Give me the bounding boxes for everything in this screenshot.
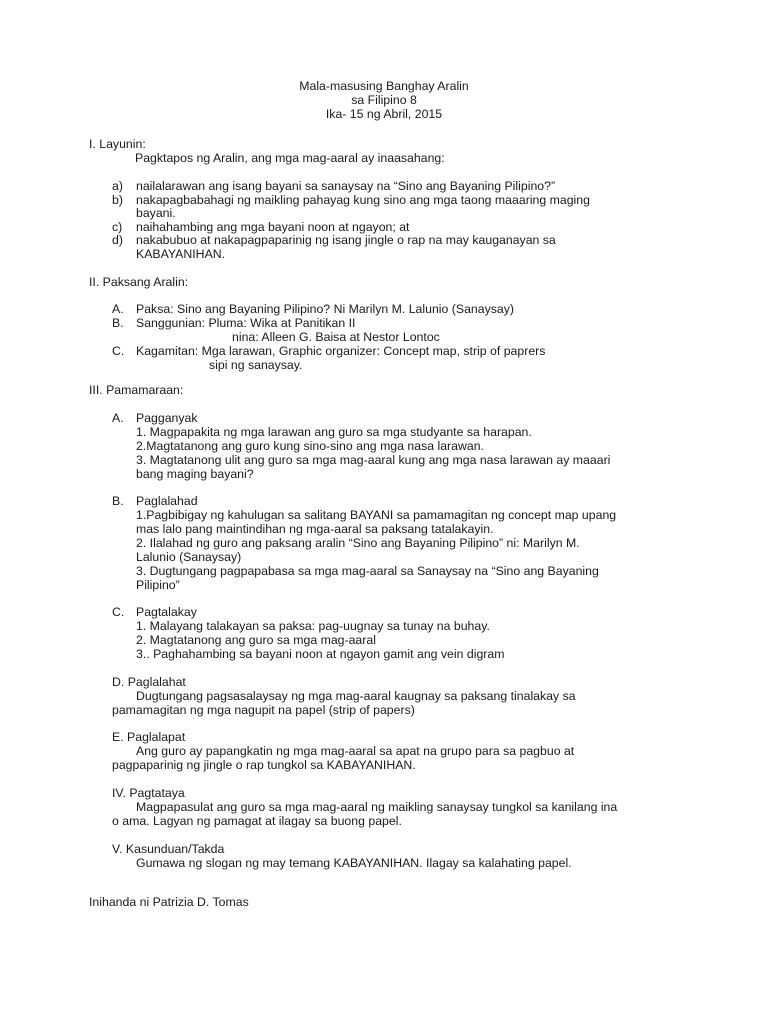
document-subject: sa Filipino 8 [351,93,417,107]
body-line: o ama. Lagyan ng pamagat at ilagay sa buong papel. [112,814,402,828]
body-line: pamamagitan ng mga nagupit na papel (strip of papers) [112,703,415,717]
body-line: 1. Malayang talakayan sa paksa: pag-uugnay sa tunay na buhay. [136,619,490,633]
body-line: 3. Magtatanong ulit ang guro sa mga mag-aaral kung ang mga nasa larawan ay maaari [136,453,611,467]
list-marker: a) [112,179,123,193]
list-marker: d) [112,233,123,247]
list-marker: A. [112,411,124,425]
list-item-text: nailalarawan ang isang bayani sa sanaysay na “Sino ang Bayaning Pilipino?” [136,179,556,193]
body-line: mas lalo pang maintindihan ng mga-aaral sa paksang tatalakayin. [136,522,494,536]
list-item-text: naihahambing ang mga bayani noon at ngayon; at [136,220,410,234]
list-marker: C. [112,605,125,619]
list-item-text: sipi ng sanaysay. [209,358,303,372]
list-item-text: Kagamitan: Mga larawan, Graphic organizer: Concept map, strip of paprers [136,344,546,358]
body-line: pagpaparinig ng jingle o rap tungkol sa KABAYANIHAN. [112,758,416,772]
body-line: Magpapasulat ang guro sa mga mag-aaral ng maikling sanaysay tungkol sa kanilang ina [136,800,618,814]
body-line: 3. Dugtungang pagpapabasa sa mga mag-aaral sa Sanaysay na “Sino ang Bayaning [136,564,599,578]
list-marker: B. [112,494,124,508]
document-title: Mala-masusing Banghay Aralin [299,79,469,93]
body-line: 3.. Paghahambing sa bayani noon at ngayon gamit ang vein digram [136,647,505,661]
layunin-intro: Pagktapos ng Aralin, ang mga mag-aaral ay inaasahang: [135,151,445,165]
body-line: Ang guro ay papangkatin ng mga mag-aaral sa apat na grupo para sa pagbuo at [136,744,575,758]
list-item-text: nakabubuo at nakapagpaparinig ng isang jingle o rap na may kauganayan sa [136,233,556,247]
list-marker: c) [112,220,123,234]
list-marker: A. [112,302,124,316]
body-line: Pilipino” [136,578,180,592]
subsection-title-paglalapat: E. Paglalapat [112,730,186,744]
list-item-text: nakapagbabahagi ng maikling pahayag kung sino ang mga taong maaaring maging [136,193,590,207]
list-item-text: Sanggunian: Pluma: Wika at Panitikan II [136,316,356,330]
body-line: bang maging bayani? [136,467,254,481]
subsection-title-pagtalakay: Pagtalakay [136,605,197,619]
section-heading-paksang-aralin: II. Paksang Aralin: [89,275,189,289]
body-line: 1. Magpapakita ng mga larawan ang guro sa mga studyante sa harapan. [136,425,532,439]
section-heading-kasunduan: V. Kasunduan/Takda [112,842,225,856]
list-item-text: Paksa: Sino ang Bayaning Pilipino? Ni Marilyn M. Lalunio (Sanaysay) [136,302,514,316]
body-line: 1.Pagbibigay ng kahulugan sa salitang BAYANI sa pamamagitan ng concept map upang [136,508,617,522]
list-marker: b) [112,193,123,207]
section-heading-layunin: I. Layunin: [89,137,146,151]
list-item-text: KABAYANIHAN. [136,247,226,261]
body-line: 2. Ilalahad ng guro ang paksang aralin “Sino ang Bayaning Pilipino” ni: Marilyn M. [136,536,580,550]
body-line: Dugtungang pagsasalaysay ng mga mag-aaral kaugnay sa paksang tinalakay sa [136,689,576,703]
section-heading-pamamaraan: III. Pamamaraan: [89,383,184,397]
body-line: 2.Magtatanong ang guro kung sino-sino ang mga nasa larawan. [136,439,484,453]
body-line: Gumawa ng slogan ng may temang KABAYANIHAN. Ilagay sa kalahating papel. [136,856,572,870]
subsection-title-paglalahad: Paglalahad [136,494,198,508]
body-line: 2. Magtatanong ang guro sa mga mag-aaral [136,633,376,647]
list-marker: B. [112,316,124,330]
prepared-by: Inihanda ni Patrizia D. Tomas [89,895,249,909]
subsection-title-pagganyak: Pagganyak [136,411,198,425]
document-date: Ika- 15 ng Abril, 2015 [325,107,443,121]
list-item-text: nina: Alleen G. Baisa at Nestor Lontoc [232,330,440,344]
body-line: Lalunio (Sanaysay) [136,550,242,564]
list-marker: C. [112,344,125,358]
list-item-text: bayani. [136,206,176,220]
section-heading-pagtataya: IV. Pagtataya [112,786,185,800]
subsection-title-paglalahat: D. Paglalahat [112,675,186,689]
